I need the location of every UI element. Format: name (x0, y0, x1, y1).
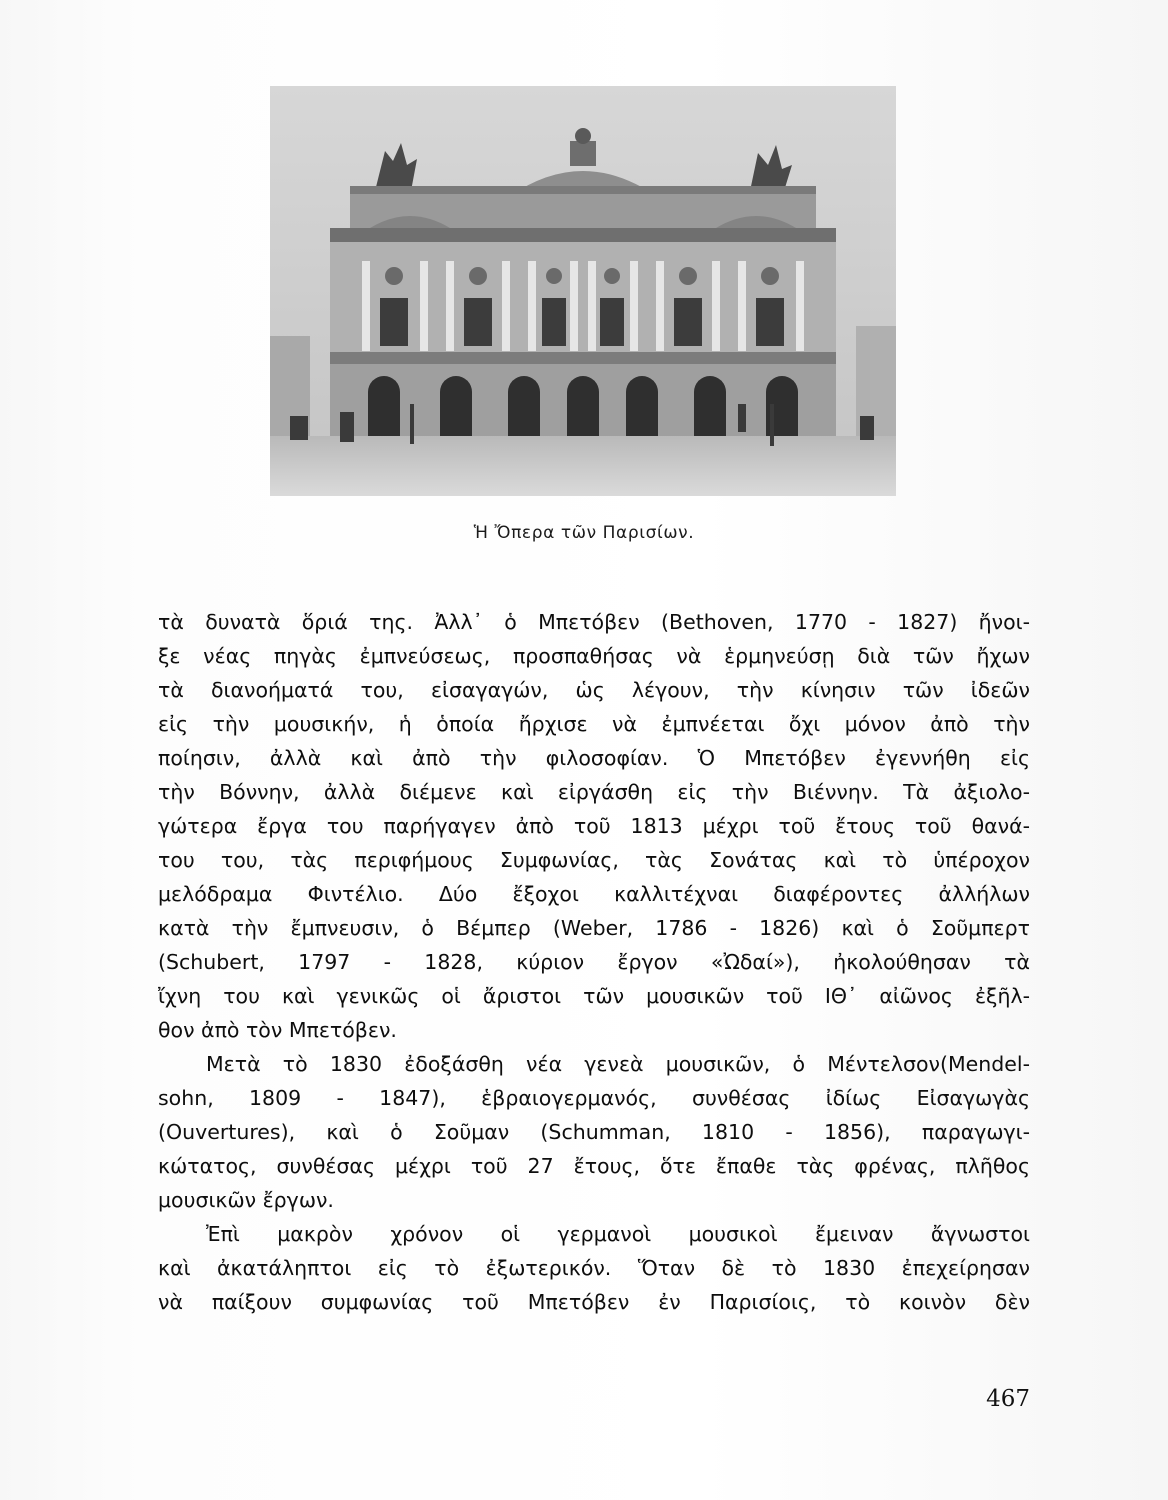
text-line: Μετὰ τὸ 1830 ἐδοξάσθη νέα γενεὰ μουσικῶν, ὁ Μέντελσον(Mendel- (206, 1052, 1030, 1076)
text-line: μουσικῶν ἔργων. (158, 1188, 334, 1212)
text-line: νὰ παίξουν συμφωνίας τοῦ Μπετόβεν ἐν Παρισίοις, τὸ κοινὸν δὲν (158, 1290, 1030, 1314)
text-line: (Schubert, 1797 - 1828, κύριον ἔργον «Ὠδαί»), ἠκολούθησαν τὰ (158, 950, 1030, 974)
text-line: ξε νέας πηγὰς ἐμπνεύσεως, προσπαθήσας νὰ ἑρμηνεύσῃ διὰ τῶν ἤχων (158, 644, 1030, 668)
figure-caption: Ἡ Ὄπερα τῶν Παρισίων. (473, 523, 695, 543)
text-line: εἰς τὴν μουσικήν, ἡ ὁποία ἤρχισε νὰ ἐμπνέεται ὄχι μόνον ἀπὸ τὴν (158, 712, 1030, 736)
text-line: sohn, 1809 - 1847), ἑβραιογερμανός, συνθέσας ἰδίως Εἰσαγωγὰς (158, 1086, 1030, 1110)
opera-photo (270, 86, 896, 496)
text-line: τὴν Βόννην, ἀλλὰ διέμενε καὶ εἰργάσθη εἰς τὴν Βιέννην. Τὰ ἀξιολο- (158, 780, 1030, 804)
text-line: κατὰ τὴν ἔμπνευσιν, ὁ Βέμπερ (Weber, 1786 - 1826) καὶ ὁ Σοῦμπερτ (158, 916, 1030, 940)
page-number: 467 (986, 1386, 1030, 1412)
body-text (158, 605, 1030, 1319)
text-line: Ἐπὶ μακρὸν χρόνον οἱ γερμανοὶ μουσικοὶ ἔμειναν ἄγνωστοι (206, 1222, 1030, 1246)
text-line: (Ouvertures), καὶ ὁ Σοῦμαν (Schumman, 1810 - 1856), παραγωγι- (158, 1120, 1030, 1144)
text-line: γώτερα ἔργα του παρήγαγεν ἀπὸ τοῦ 1813 μέχρι τοῦ ἔτους τοῦ θανά- (158, 814, 1030, 838)
text-line: μελόδραμα Φιντέλιο. Δύο ἔξοχοι καλλιτέχναι διαφέροντες ἀλλήλων (158, 882, 1030, 906)
text-line: καὶ ἀκατάληπτοι εἰς τὸ ἐξωτερικόν. Ὅταν δὲ τὸ 1830 ἐπεχείρησαν (158, 1256, 1030, 1280)
text-line: κώτατος, συνθέσας μέχρι τοῦ 27 ἔτους, ὅτε ἔπαθε τὰς φρένας, πλῆθος (158, 1154, 1030, 1178)
text-line: ἴχνη του καὶ γενικῶς οἱ ἄριστοι τῶν μουσικῶν τοῦ ΙΘ᾽ αἰῶνος ἐξῆλ- (158, 984, 1030, 1008)
text-line: του του, τὰς περιφήμους Συμφωνίας, τὰς Σονάτας καὶ τὸ ὑπέροχον (158, 848, 1030, 872)
text-line: θον ἀπὸ τὸν Μπετόβεν. (158, 1018, 397, 1042)
text-line: τὰ δυνατὰ ὅριά της. Ἀλλ᾽ ὁ Μπετόβεν (Bethoven, 1770 - 1827) ἤνοι- (158, 610, 1030, 634)
text-line: ποίησιν, ἀλλὰ καὶ ἀπὸ τὴν φιλοσοφίαν. Ὁ Μπετόβεν ἐγεννήθη εἰς (158, 746, 1030, 770)
text-line: τὰ διανοήματά του, εἰσαγαγών, ὡς λέγουν, τὴν κίνησιν τῶν ἰδεῶν (158, 678, 1030, 702)
opera-building-illustration (270, 86, 896, 496)
